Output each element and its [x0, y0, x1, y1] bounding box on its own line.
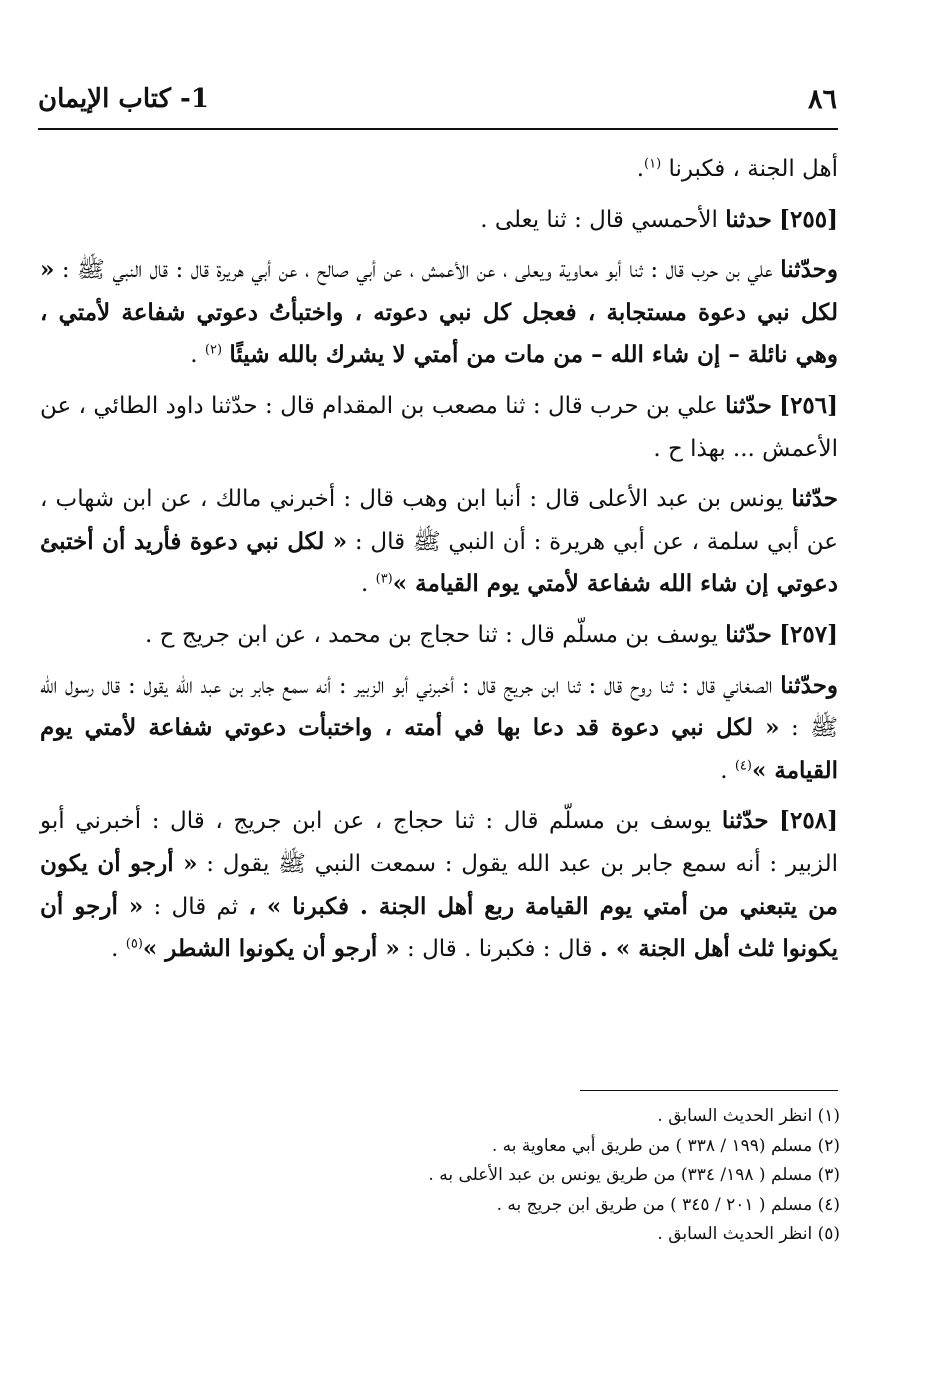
main-text: [40, 148, 838, 971]
hadith-matn: « لكل نبي دعوة قد دعا بها في أمته ، واختبأت دعوتي شفاعة لأمتي يوم القيامة »: [40, 714, 838, 784]
narration-term: حدّثنا: [725, 391, 772, 419]
footnote-5: (٥) انظر الحديث السابق .: [657, 1224, 840, 1244]
narration-term: وحدّثنا: [780, 671, 839, 699]
paragraph-1: أهل الجنة ، فكبرنا $^{(١)}$.: [636, 156, 838, 182]
footnote-ref-2: (٢): [204, 342, 223, 358]
footnotes: [40, 1102, 840, 1250]
footnote-rule: [580, 1090, 838, 1091]
hadith-matn: « أرجو أن يكونوا الشطر »: [142, 935, 400, 963]
footnote-ref-1: (١): [644, 156, 662, 172]
hadith-255: [٢٥٥] حدثنا الأحمسي قال : ثنا يعلى .: [480, 205, 838, 233]
hadith-matn: « لكل نبي دعوة فأريد أن أختبئ دعوتي إن شاء الله شفاعة لأمتي يوم القيامة »: [40, 527, 838, 598]
hadith-number: [٢٥٧]: [779, 620, 838, 648]
narration-term: وحدّثنا: [780, 256, 838, 284]
hadith-matn: « لكل نبي دعوة مستجابة ، فعجل كل نبي دعوته ، واختبأتُ دعوتي شفاعة لأمتي ، وهي نائلة – إن شاء الله – من مات من أمتي لا يشرك بالله شيئًا: [40, 256, 838, 369]
narration-term: حدثنا: [725, 205, 772, 233]
book-title: 1- كتاب الإيمان: [38, 84, 209, 114]
page-number: ٨٦: [807, 84, 837, 115]
paragraph-3: وحدّثنا علي بن حرب قال : ثنا أبو معاوية ويعلى ، عن الأعمش ، عن أبي صالح ، عن أبي هريرة قال : قال النبي ﷺ : « لكل نبي دعوة مستجابة ، فعجل كل نبي دعوته ، واختبأتُ دعوتي شفاعة لأمتي ، وهي نائلة – إن شاء الله – من مات من أمتي لا يشرك بالله شيئًا $^{(٢)}$ .: [40, 256, 838, 369]
paragraph-7: وحدّثنا الصغاني قال : ثنا روح قال : ثنا ابن جريج قال : أخبرني أبو الزبير : أنه سمع جابر بن عبد الله يقول : قال رسول الله ﷺ : « لكل نبي دعوة قد دعا بها في أمته ، واختبأت دعوتي شفاعة لأمتي يوم القيامة »$^{(٤)}$ .: [40, 671, 839, 784]
footnote-ref-4: (٤): [734, 758, 752, 774]
hadith-number: [٢٥٥]: [779, 205, 838, 233]
hadith-number: [٢٥٦]: [779, 391, 839, 419]
paragraph-5: حدّثنا يونس بن عبد الأعلى قال : أنبا ابن وهب قال : أخبرني مالك ، عن ابن شهاب ، عن أبي سلمة ، عن أبي هريرة : أن النبي ﷺ قال : « لكل نبي دعوة فأريد أن أختبئ دعوتي إن شاء الله شفاعة لأمتي يوم القيامة »$^{(٣)}$ .: [40, 485, 839, 598]
hadith-258: [٢٥٨] حدّثنا يوسف بن مسلّم قال : ثنا حجاج ، عن ابن جريج ، قال : أخبرني أبو الزبير : أنه سمع جابر بن عبد الله يقول : سمعت النبي ﷺ يقول : « أرجو أن يكون من يتبعني من أمتي يوم القيامة ربع أهل الجنة . فكبرنا » ، ثم قال : « أرجو أن يكونوا ثلث أهل الجنة » . قال : فكبرنا . قال : « أرجو أن يكونوا الشطر »$^{(٥)}$ .: [40, 807, 839, 963]
hadith-number: [٢٥٨]: [779, 807, 838, 835]
footnote-1: (١) انظر الحديث السابق .: [657, 1106, 840, 1126]
footnote-ref-5: (٥): [125, 936, 143, 952]
footnote-3: (٣) مسلم ( ١٩٨/ ٣٣٤) من طريق يونس بن عبد الأعلى به .: [428, 1165, 840, 1185]
narration-term: حدّثنا: [791, 485, 838, 513]
hadith-257: [٢٥٧] حدّثنا يوسف بن مسلّم قال : ثنا حجاج بن محمد ، عن ابن جريج ح .: [145, 620, 838, 648]
running-header: [38, 84, 837, 124]
hadith-matn: « أرجو أن يكونوا ثلث أهل الجنة » .: [40, 892, 838, 963]
footnote-4: (٤) مسلم ( ٢٠١ / ٣٤٥ ) من طريق ابن جريج به .: [496, 1194, 840, 1215]
footnote-2: (٢) مسلم (١٩٩ / ٣٣٨ ) من طريق أبي معاوية به .: [491, 1135, 840, 1156]
footnote-ref-3: (٣): [375, 571, 393, 587]
header-rule: [38, 128, 838, 130]
narration-term: حدّثنا: [721, 807, 769, 835]
hadith-256: [٢٥٦] حدّثنا علي بن حرب قال : ثنا مصعب بن المقدام قال : حدّثنا داود الطائي ، عن الأعمش ... بهذا ح .: [40, 391, 839, 462]
narration-term: حدّثنا: [725, 620, 772, 648]
hadith-matn: « أرجو أن يكون من يتبعني من أمتي يوم القيامة ربع أهل الجنة . فكبرنا » ،: [40, 849, 838, 920]
